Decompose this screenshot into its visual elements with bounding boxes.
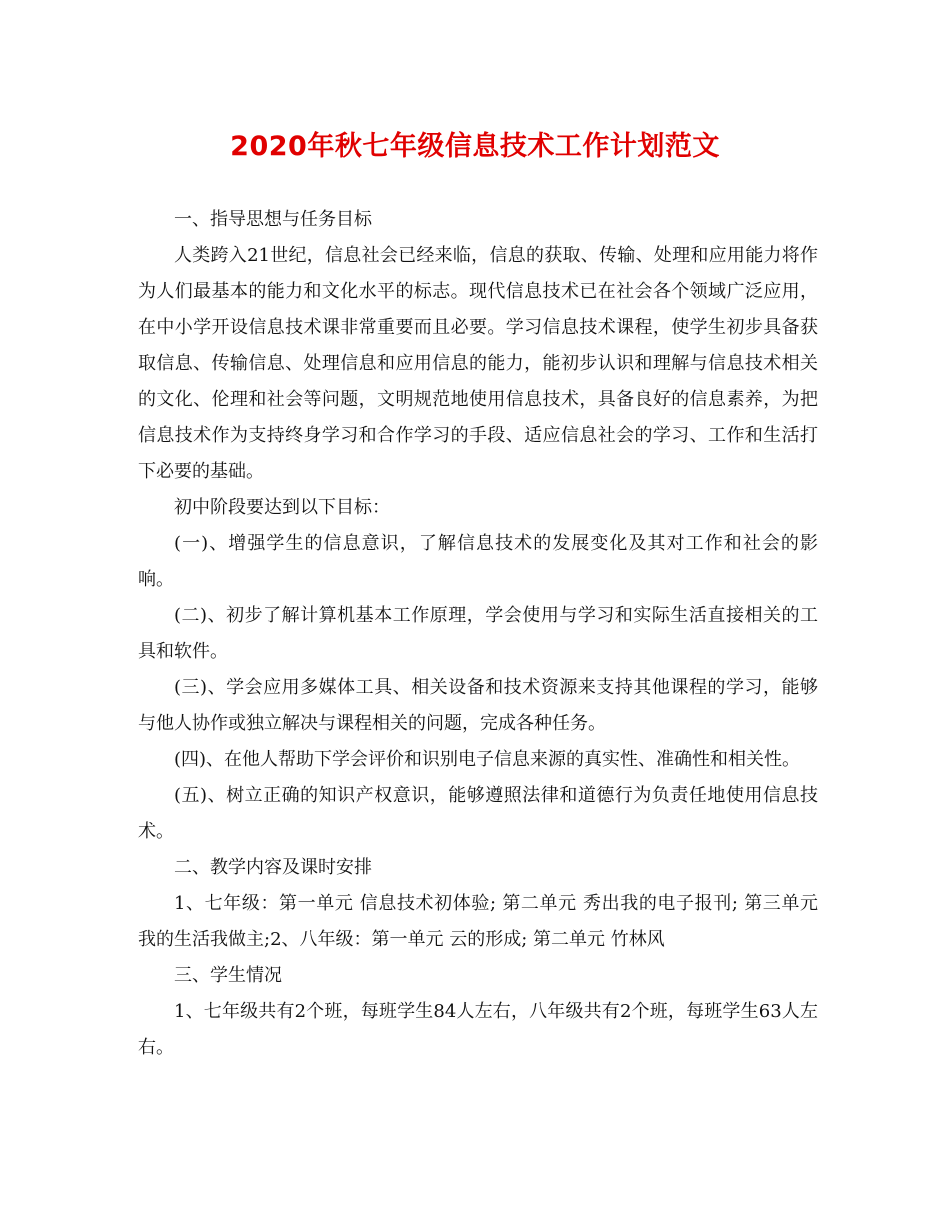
- paragraph-student-info: 1、七年级共有2个班，每班学生84人左右，八年级共有2个班，每班学生63人左右。: [138, 1001, 818, 1058]
- paragraph-goals-lead: 初中阶段要达到以下目标：: [174, 497, 390, 518]
- paragraph-content-units: 1、七年级：第一单元 信息技术初体验; 第二单元 秀出我的电子报刊; 第三单元 我的生活我做主;2、八年级：第一单元 云的形成; 第二单元 竹林风: [138, 893, 818, 950]
- goal-item-3: (三)、学会应用多媒体工具、相关设备和技术资源来支持其他课程的学习，能够与他人协作或独立解决与课程相关的问题，完成各种任务。: [138, 677, 818, 734]
- goal-item-4: (四)、在他人帮助下学会评价和识别电子信息来源的真实性、准确性和相关性。: [174, 749, 801, 770]
- section-heading-guiding-ideas: 一、指导思想与任务目标: [174, 209, 372, 230]
- section-heading-content: 二、教学内容及课时安排: [174, 857, 372, 878]
- goal-item-1: (一)、增强学生的信息意识，了解信息技术的发展变化及其对工作和社会的影响。: [138, 533, 818, 590]
- document-body: [138, 202, 818, 1066]
- goal-item-5: (五)、树立正确的知识产权意识，能够遵照法律和道德行为负责任地使用信息技术。: [138, 785, 818, 842]
- goal-item-2: (二)、初步了解计算机基本工作原理，学会使用与学习和实际生活直接相关的工具和软件。: [138, 605, 818, 662]
- document-title: 2020年秋七年级信息技术工作计划范文: [230, 131, 720, 162]
- section-heading-students: 三、学生情况: [174, 965, 282, 986]
- paragraph-intro: 人类跨入21世纪，信息社会已经来临，信息的获取、传输、处理和应用能力将作为人们最基本的能力和文化水平的标志。现代信息技术已在社会各个领域广泛应用，在中小学开设信息技术课非常重要而且必要。学习信息技术课程，使学生初步具备获取信息、传输信息、处理信息和应用信息的能力，能初步认识和理解与信息技术相关的文化、伦理和社会等问题，文明规范地使用信息技术，具备良好的信息素养，为把信息技术作为支持终身学习和合作学习的手段、适应信息社会的学习、工作和生活打下必要的基础。: [138, 245, 818, 482]
